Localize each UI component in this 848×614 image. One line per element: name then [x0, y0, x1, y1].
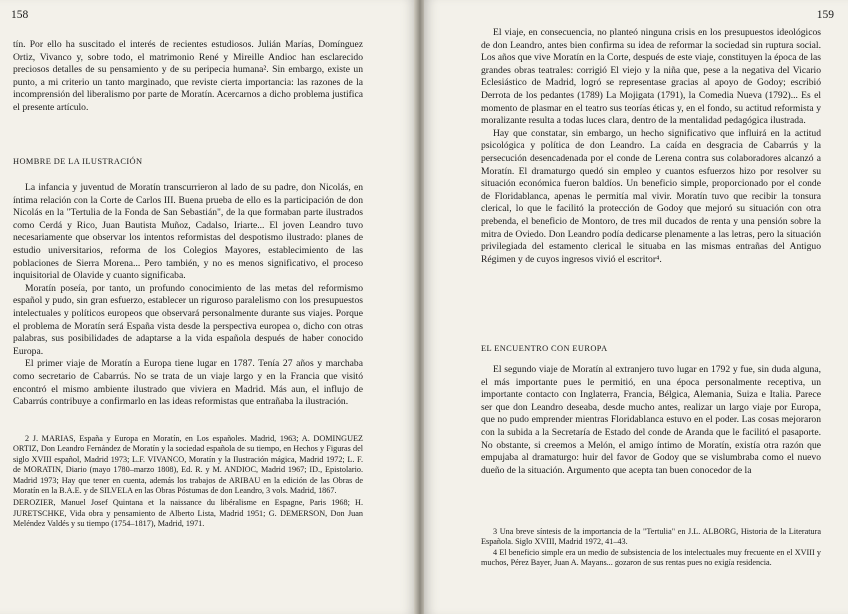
paragraph: El viaje, en consecuencia, no planteó ninguna crisis en los presupuestos ideológicos de don Leandro, antes bien confirma su idea de reformar la sociedad sin ruptura social. Los años que vive Moratín en la Corte, después de este viaje, constituyen la época de las grandes obras teatrales: corrigió El viejo y la niña que, pese a la negativa del Vicario Eclesiástico de Madrid, logró se representase gracias al apoyo de Godoy; escribió Derrota de los pedantes (1789) La Mojigata (1791), la Comedia Nueva (1792)... Es el momento de plasmar en el teatro sus teorías éticas y, en el fondo, su actitud reformista y moralizante resulta a todas luces clara, dentro de la mentalidad pedagógica ilustrada. [481, 27, 821, 127]
body-text [481, 27, 821, 266]
paragraph: Moratín poseía, por tanto, un profundo conocimiento de las metas del reformismo español y pudo, sin gran esfuerzo, establecer un riguroso paralelismo con los presupuestos intelectuales y políticos europeos que observará personalmente durante sus viajes. Porque el problema de Moratín será España vista desde la perspectiva europea o, dicho con otras palabras, sus posibilidades de adaptarse a la vida española después de haber conocido Europa. [13, 282, 363, 357]
intro-text [13, 39, 363, 115]
paragraph: El primer viaje de Moratín a Europa tiene lugar en 1787. Tenía 27 años y marchaba como secretario de Cabarrús. No se trata de un viaje largo y en la Francia que visitó encontró el mismo ambiente ilustrado que viviera en Madrid. Más aun, el influjo de Cabarrús contribuye a confirmarlo en las ideas reformistas que entrañaba la ilustración. [13, 358, 363, 408]
page-number: 158 [11, 9, 29, 21]
right-page [424, 0, 848, 614]
footnote: 3 Una breve síntesis de la importancia de la "Tertulia" en J.L. ALBORG, Historia de la Literatura Española. Siglo XVIII, Madrid 1972, 41–43. [481, 527, 821, 547]
left-page [0, 0, 416, 614]
intro-paragraph: tín. Por ello ha suscitado el interés de recientes estudiosos. Julián Marías, Domínguez Ortiz, Vivanco y, sobre todo, el matrimonio René y Mireille Andioc han esclarecido preciosos detalles de su pensamiento y de su peripecia humana². Sin embargo, existe un punto, a mi criterio un tanto marginado, que reviste cierta importancia: las razones de la incomprensión del liberalismo por parte de Moratín. Acercarnos a dicho problema justifica el presente artículo. [13, 39, 363, 113]
paragraph: Hay que constatar, sin embargo, un hecho significativo que influirá en la actitud psicológica y política de don Leandro. La caída en desgracia de Cabarrús y la persecución desencadenada por el conde de Lerena contra sus colaboradores alcanzó a Moratín. El dramaturgo quedó sin empleo y cuantos esfuerzos hizo por resolver su situación económica fueron baldíos. Un beneficio simple, proporcionado por el conde de Floridablanca, apenas le permitía mal vivir. Moratín tuvo que recibir la tonsura clerical, lo que le facilitó la protección de Godoy que mejoró su situación con otra prebenda, el beneficio de Montoro, de tres mil ducados de renta y una pensión sobre la mitra de Oviedo. Don Leandro podía dedicarse plenamente a las letras, pero la situación privilegiada del estamento clerical le situaba en las mismas entrañas del Antiguo Régimen y de cuyos ingresos vivió el escritor⁴. [481, 127, 821, 265]
paragraph: La infancia y juventud de Moratín transcurrieron al lado de su padre, don Nicolás, en íntima relación con la Corte de Carlos III. Buena prueba de ello es la participación de don Nicolás en la "Tertulia de la Fonda de San Sebastián", de la que formaban parte ilustrados como Cerdá y Rico, Juan Bautista Muñoz, Cadalso, Iriarte... El joven Leandro tuvo necesariamente que observar los intentos reformistas del despotismo ilustrado: planes de estudio universitarios, reforma de los Colegios Mayores, establecimiento de las poblaciones de Sierra Morena... Pero también, y no es menos significativo, el proceso inquisitorial de Olavide y cuanto significaba. [13, 182, 363, 282]
footnote: DEROZIER, Manuel Josef Quintana et la naissance du libéralisme en Espagne, Paris 1968; H. JURETSCHKE, Vida obra y pensamiento de Alberto Lista, Madrid 1951; G. DEMERSON, Don Juan Meléndez Valdés y su tiempo (1754–1817), Madrid, 1971. [13, 498, 363, 529]
footnotes [13, 434, 363, 530]
body-text [13, 182, 363, 409]
page-number: 159 [816, 9, 834, 21]
footnote: 2 J. MARIAS, España y Europa en Moratín, en Los españoles. Madrid, 1963; A. DOMINGUEZ ORTIZ, Don Leandro Fernández de Moratín y la sociedad española de su tiempo, en Hechos y Figuras del siglo XVIII español, Madrid 1973; L.F. VIVANCO, Moratín y la Ilustración mágica, Madrid 1972; L. F. de MORATIN, Diario (mayo 1780–marzo 1808), Ed. R. y M. ANDIOC, Madrid 1967; ID., Epistolario. Madrid 1973; Hay que tener en cuenta, además los trabajos de ARIBAU en la edición de las Obras de Moratín en la B.A.E. y de SILVELA en las Obras Póstumas de don Leandro, 3 vols. Madrid, 1867. [13, 434, 363, 496]
section-heading: HOMBRE DE LA ILUSTRACIÓN [13, 157, 143, 166]
footnote: 4 El beneficio simple era un medio de subsistencia de los intelectuales muy frecuente en el XVIII y muchos, Pérez Bayer, Juan A. Mayans... gozaron de sus rentas pues no exigía residencia. [481, 547, 821, 568]
section-heading: EL ENCUENTRO CON EUROPA [481, 344, 608, 353]
section-text [481, 364, 821, 477]
paragraph: El segundo viaje de Moratín al extranjero tuvo lugar en 1792 y fue, sin duda alguna, el más importante pues le permitió, en una época personalmente receptiva, un importante contacto con Inglaterra, Francia, Bélgica, Alemania, Suiza e Italia. Parece ser que don Leandro deseaba, desde mucho antes, realizar un largo viaje por Europa, que no pudo emprender mientras Floridablanca estuvo en el poder. Las cosas mejoraron con la subida a la Secretaría de Estado del conde de Aranda que le facilitó el pasaporte. No obstante, si creemos a Melón, el amigo íntimo de Moratín, existía otra razón que empujaba al dramaturgo: huir del favor de Godoy que se vislumbraba como el nuevo dueño de la situación. Argumento que acepta tan buen conocedor de la [481, 364, 821, 476]
footnotes [481, 527, 821, 569]
